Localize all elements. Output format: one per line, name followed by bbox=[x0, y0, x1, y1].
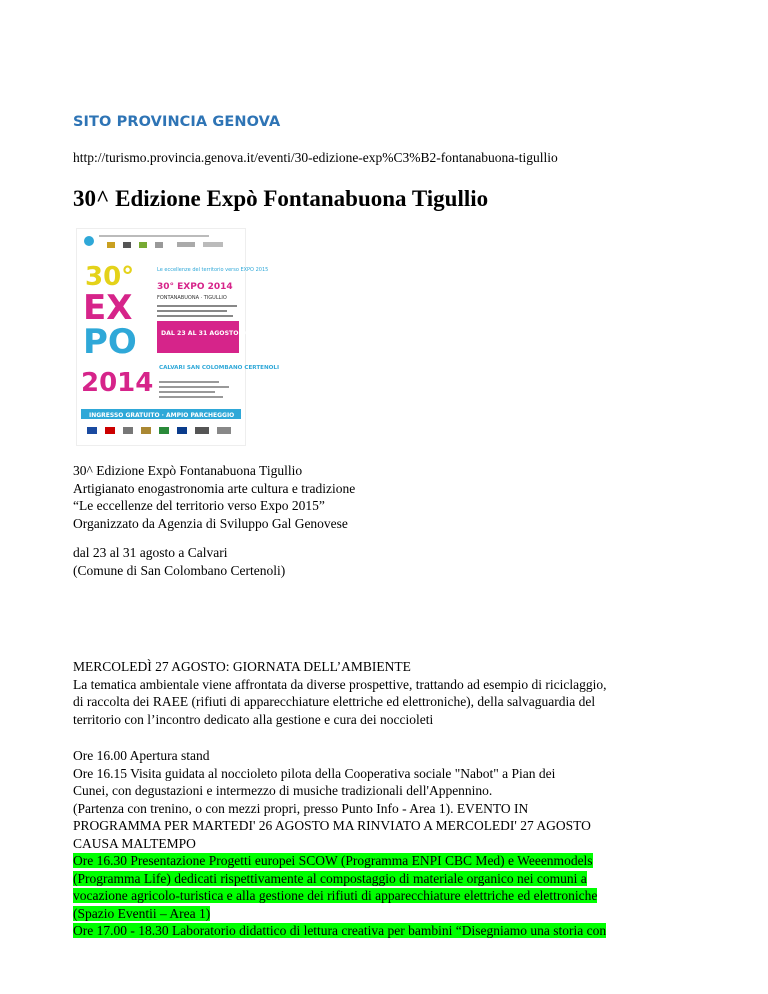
schedule-line-text: Ore 16.00 Apertura stand bbox=[73, 748, 210, 763]
schedule-line bbox=[73, 870, 713, 888]
poster-graphic bbox=[77, 229, 280, 445]
day-line: La tematica ambientale viene affrontata da diverse prospettive, trattando ad esempio di riciclaggio, bbox=[73, 676, 607, 692]
poster-bottom-bar: INGRESSO GRATUITO · AMPIO PARCHEGGIO bbox=[89, 412, 235, 419]
day-line: di raccolta dei RAEE (rifiuti di apparecchiature elettriche ed elettroniche), della salvaguardia del bbox=[73, 694, 596, 709]
intro-line: “Le eccellenze del territorio verso Expo 2015” bbox=[73, 498, 325, 513]
day-line: territorio con l’incontro dedicato alla gestione e cura dei noccioleti bbox=[73, 711, 434, 727]
schedule-line-text: CAUSA MALTEMPO bbox=[73, 835, 196, 851]
schedule-line bbox=[73, 887, 713, 905]
poster-headline: Le eccellenze del territorio verso EXPO 2015 bbox=[157, 267, 269, 273]
schedule-line bbox=[73, 852, 713, 870]
poster-subtitle: FONTANABUONA · TIGULLIO bbox=[157, 295, 227, 301]
schedule-line-text: Cunei, con degustazioni e intermezzo di musiche tradizionali dell'Appennino. bbox=[73, 783, 493, 798]
intro-line: 30^ Edizione Expò Fontanabuona Tigullio bbox=[73, 463, 303, 478]
schedule-line-text: PROGRAMMA PER MARTEDI' 26 AGOSTO MA RINVIATO A MERCOLEDI' 27 AGOSTO bbox=[73, 818, 591, 833]
date-line: (Comune di San Colombano Certenoli) bbox=[73, 562, 286, 578]
poster-letters-30: 30° bbox=[85, 262, 135, 292]
poster-letters-ex: EX bbox=[83, 288, 133, 328]
sponsor-logo-icon bbox=[84, 236, 94, 246]
source-url[interactable]: http://turismo.provincia.genova.it/eventi/30-edizione-exp%C3%B2-fontanabuona-tigullio bbox=[73, 150, 558, 165]
poster-letters-2014: 2014 bbox=[81, 368, 154, 398]
day-line: MERCOLEDÌ 27 AGOSTO: GIORNATA DELL’AMBIENTE bbox=[73, 659, 411, 674]
intro-line: Organizzato da Agenzia di Sviluppo Gal Genovese bbox=[73, 515, 348, 531]
schedule-line-text: (Programma Life) dedicati rispettivamente al compostaggio di materiale organico nei comuni a bbox=[73, 870, 587, 886]
schedule-line-text: Ore 16.15 Visita guidata al noccioleto pilota della Cooperativa sociale "Nabot" a Pian dei bbox=[73, 765, 556, 781]
intro-paragraph bbox=[73, 462, 713, 532]
site-heading: SITO PROVINCIA GENOVA bbox=[73, 114, 281, 130]
schedule-paragraph bbox=[73, 747, 713, 940]
poster-place: CALVARI SAN COLOMBANO CERTENOLI bbox=[159, 365, 280, 371]
event-poster-image bbox=[76, 228, 280, 446]
schedule-line bbox=[73, 765, 713, 783]
schedule-line-text: (Spazio Eventii – Area 1) bbox=[73, 905, 211, 921]
schedule-line bbox=[73, 800, 713, 818]
poster-letters-po: PO bbox=[83, 322, 137, 362]
schedule-line bbox=[73, 835, 713, 853]
poster-dates: DAL 23 AL 31 AGOSTO 2014 bbox=[161, 330, 258, 337]
schedule-line-text: Ore 16.30 Presentazione Progetti europei SCOW (Programma ENPI CBC Med) e Weeenmodels bbox=[73, 853, 593, 868]
schedule-line-text: (Partenza con trenino, o con mezzi propri, presso Punto Info - Area 1). EVENTO IN bbox=[73, 800, 529, 816]
day-paragraph bbox=[73, 658, 713, 728]
page-title: 30^ Edizione Expò Fontanabuona Tigullio bbox=[73, 186, 489, 211]
schedule-line-text: Ore 17.00 - 18.30 Laboratorio didattico di lettura creativa per bambini “Disegniamo una storia con bbox=[73, 923, 607, 938]
schedule-line-text: vocazione agricolo-turistica e alla gestione dei rifiuti di apparecchiature elettriche ed elettroniche bbox=[73, 888, 598, 903]
schedule-line bbox=[73, 782, 713, 800]
schedule-line bbox=[73, 747, 713, 765]
schedule-line bbox=[73, 905, 713, 923]
date-line: dal 23 al 31 agosto a Calvari bbox=[73, 545, 228, 560]
schedule-line bbox=[73, 922, 713, 940]
intro-line: Artigianato enogastronomia arte cultura e tradizione bbox=[73, 480, 356, 496]
poster-expo: 30° EXPO 2014 bbox=[157, 282, 233, 292]
date-paragraph bbox=[73, 544, 713, 579]
schedule-line bbox=[73, 817, 713, 835]
